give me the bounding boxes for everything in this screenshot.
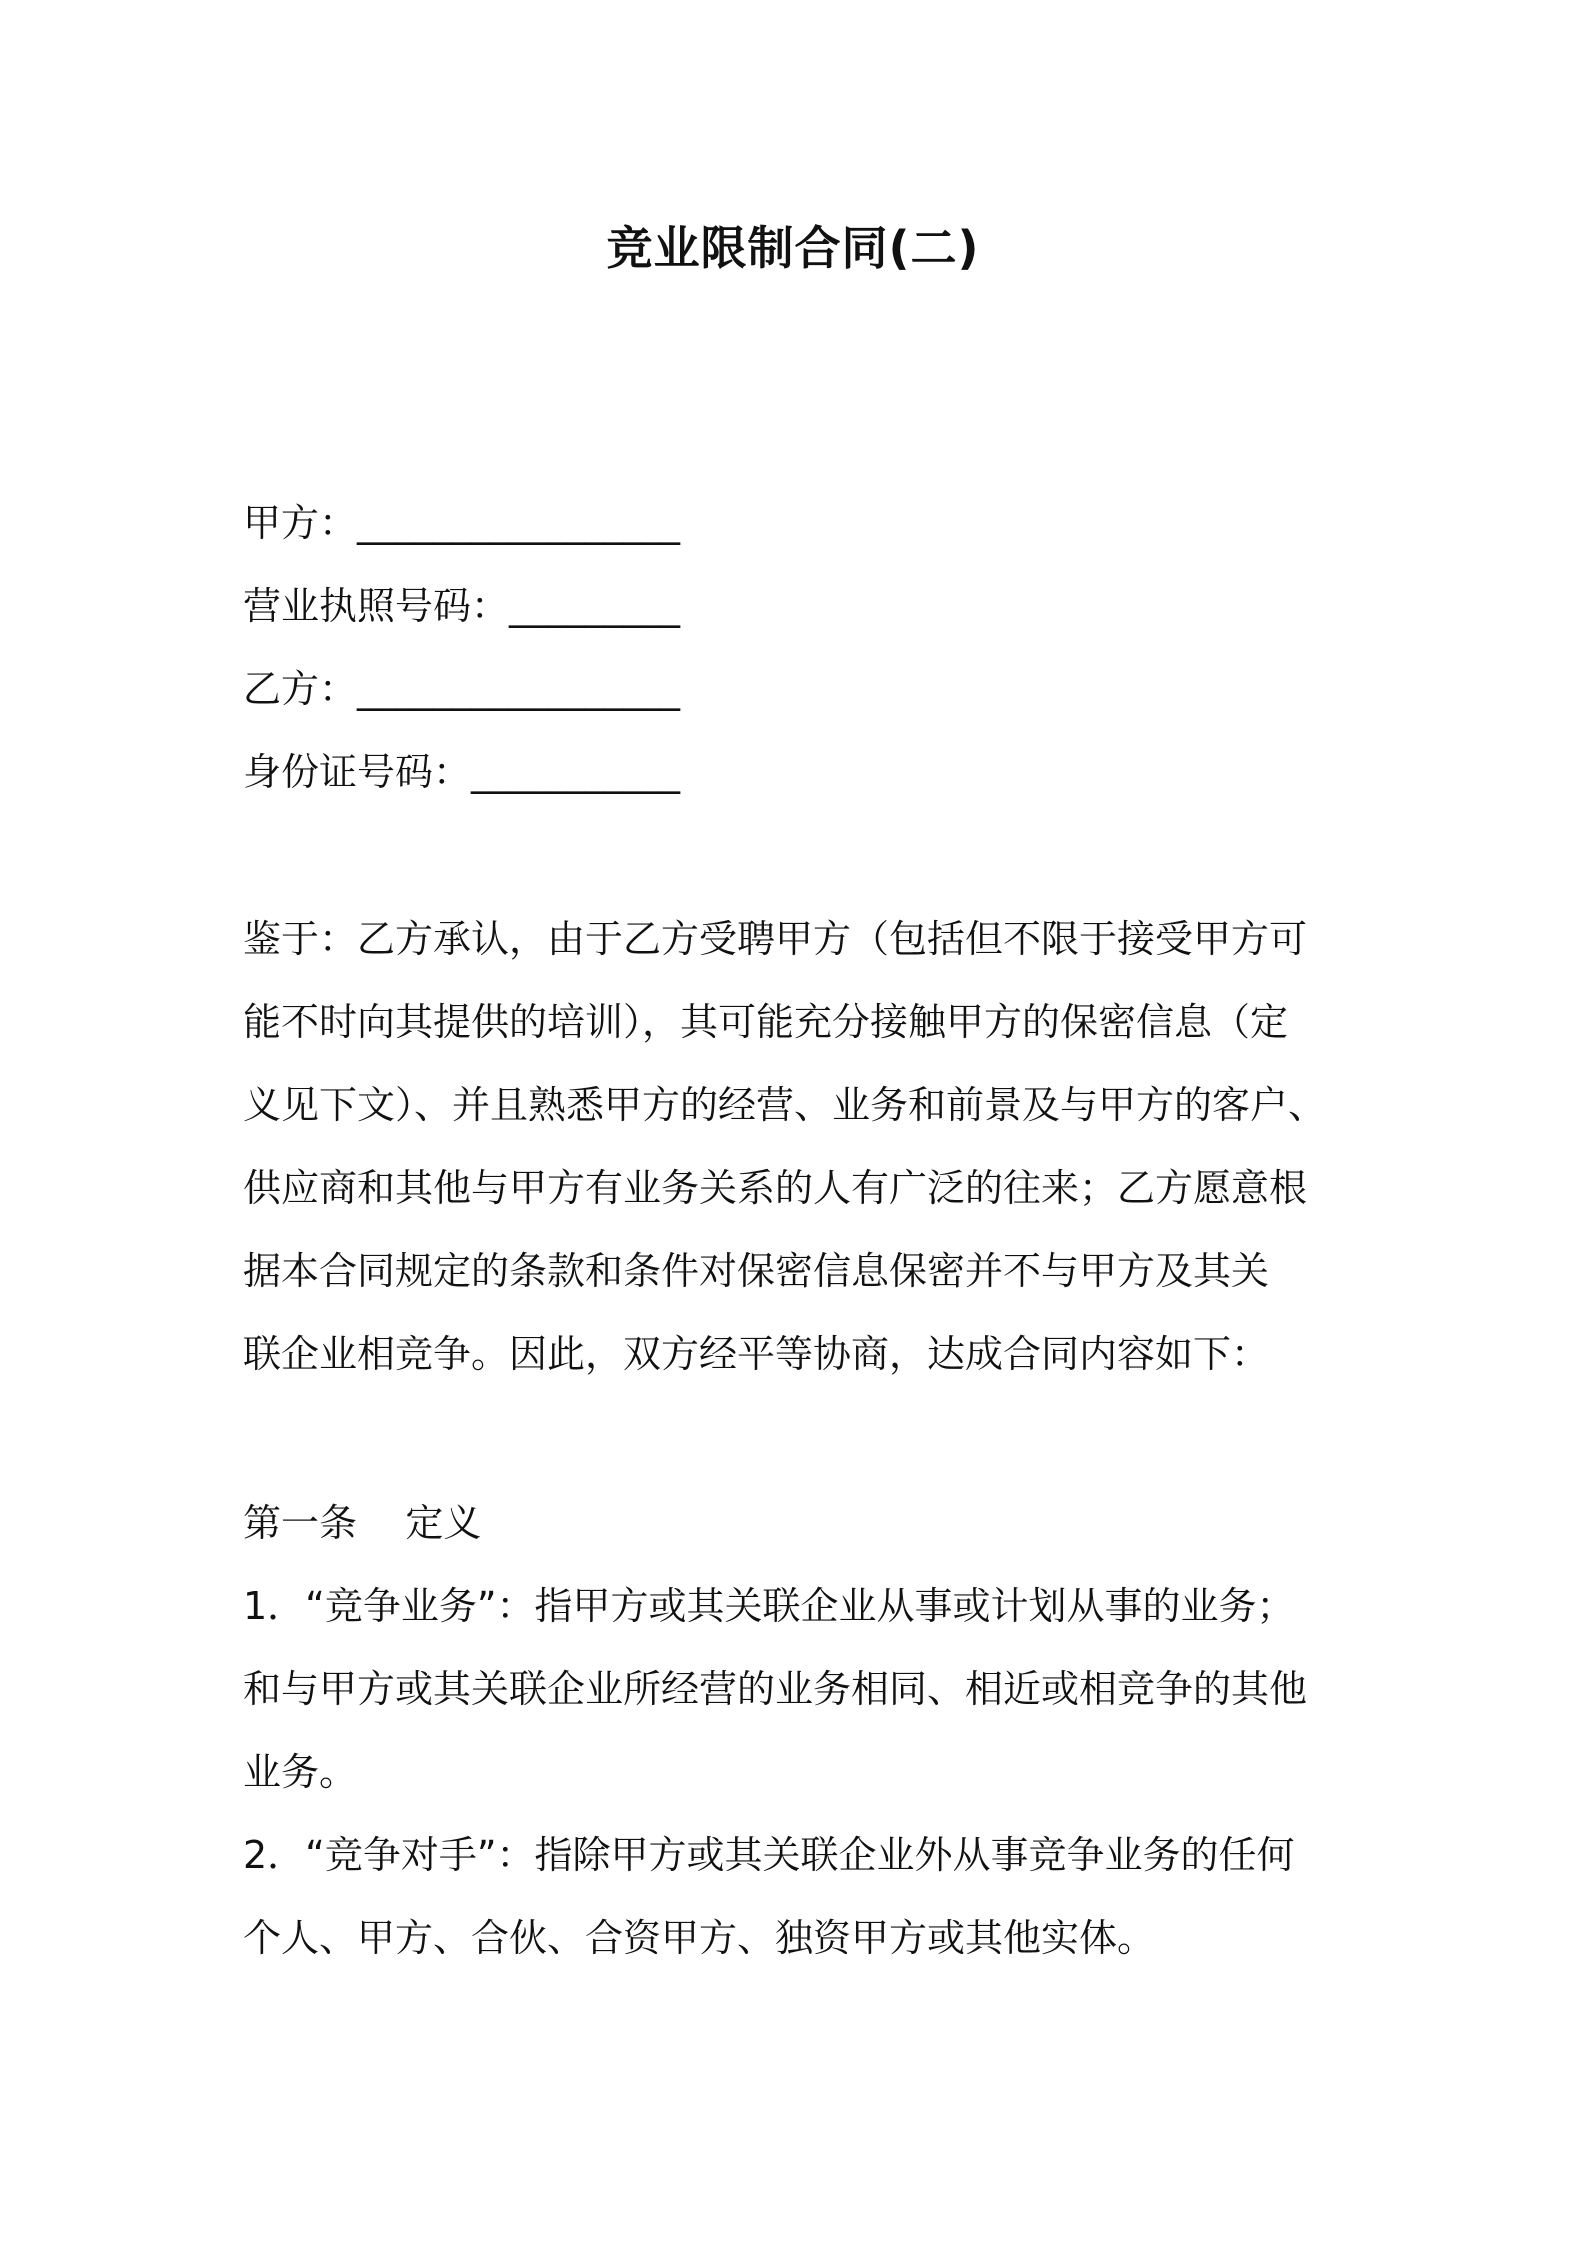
paragraph-line: 个人、甲方、合伙、合资甲方、独资甲方或其他实体。 xyxy=(243,1916,1156,1960)
whereas-paragraph xyxy=(243,913,1363,1411)
paragraph-line: 和与甲方或其关联企业所经营的业务相同、相近或相竞争的其他 xyxy=(243,1667,1308,1711)
paragraph-line: 能不时向其提供的培训），其可能充分接触甲方的保密信息（定 xyxy=(243,1000,1289,1044)
article-one-heading: 第一条 定义 xyxy=(243,1501,482,1545)
party-a-label: 甲方： xyxy=(243,501,358,545)
id-number-label: 身份证号码： xyxy=(243,750,472,794)
paragraph-line: 据本合同规定的条款和条件对保密信息保密并不与甲方及其关 xyxy=(243,1249,1270,1293)
party-a-field xyxy=(243,497,680,549)
id-number-blank: ___________ xyxy=(471,750,681,794)
party-b-label: 乙方： xyxy=(243,667,358,711)
definitions-paragraph xyxy=(243,1580,1363,1995)
business-license-blank: _________ xyxy=(509,584,681,628)
party-a-blank: _________________ xyxy=(357,501,681,545)
id-number-field xyxy=(243,746,680,798)
party-b-field xyxy=(243,663,680,715)
paragraph-line: 供应商和其他与甲方有业务关系的人有广泛的往来；乙方愿意根 xyxy=(243,1166,1308,1210)
paragraph-line: 联企业相竞争。因此，双方经平等协商，达成合同内容如下： xyxy=(243,1332,1270,1376)
paragraph-line: 1．“竞争业务”：指甲方或其关联企业从事或计划从事的业务； xyxy=(243,1584,1295,1628)
paragraph-line: 2．“竞争对手”：指除甲方或其关联企业外从事竞争业务的任何 xyxy=(243,1833,1295,1877)
business-license-label: 营业执照号码： xyxy=(243,584,510,628)
business-license-field xyxy=(243,580,680,632)
party-b-blank: _________________ xyxy=(357,667,681,711)
paragraph-line: 业务。 xyxy=(243,1750,358,1794)
document-title: 竞业限制合同(二) xyxy=(606,221,980,275)
paragraph-line: 义见下文）、并且熟悉甲方的经营、业务和前景及与甲方的客户、 xyxy=(243,1083,1327,1127)
paragraph-line: 鉴于：乙方承认，由于乙方受聘甲方（包括但不限于接受甲方可 xyxy=(243,917,1308,961)
